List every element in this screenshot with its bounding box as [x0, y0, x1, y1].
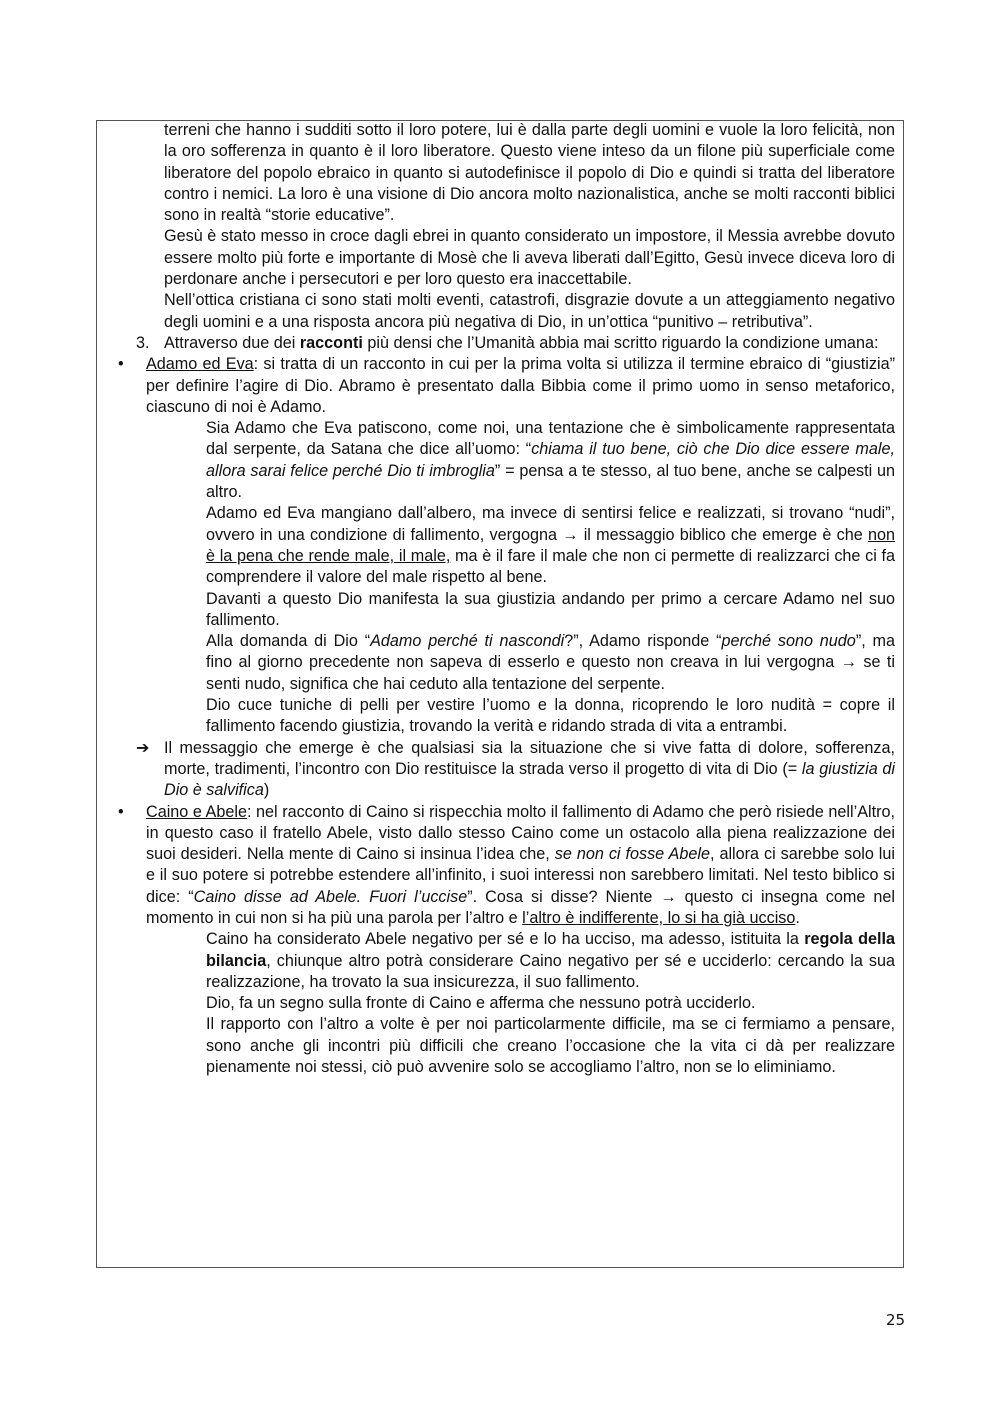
heading-caino-abele: Caino e Abele — [146, 802, 247, 821]
bullet-adamo-eva — [96, 354, 904, 418]
list-number: 3. — [136, 333, 150, 352]
caino-paragraph-segno: Dio, fa un segno sulla fronte di Caino e afferma che nessuno potrà ucciderlo. — [206, 994, 756, 1013]
page-number: 25 — [886, 1311, 906, 1329]
heading-adamo-eva: Adamo ed Eva — [146, 355, 254, 374]
message-text: Il messaggio che emerge è che qualsiasi sia la situazione che si vive fatta di dolore, sofferenza, morte, tradimenti, l’incontro con Dio restituisce la strada verso il progetto di vita di Dio (= la giustizia di Dio è salvifica) — [164, 738, 895, 800]
arrow-message — [96, 738, 904, 802]
adamo-paragraph-giustizia: Davanti a questo Dio manifesta la sua giustizia andando per primo a cercare Adamo nel suo fallimento. — [206, 589, 895, 629]
adamo-paragraph-domanda: Alla domanda di Dio “Adamo perché ti nascondi?”, Adamo risponde “perché sono nudo”, ma fino al giorno precedente non sapeva di esserlo e questo non creava in lui vergogna → se ti senti nudo, significa che hai ceduto alla tentazione del serpente. — [206, 632, 896, 693]
numbered-item-3 — [96, 333, 904, 354]
paragraph-liberatore: terreni che hanno i sudditi sotto il loro potere, lui è dalla parte degli uomini e vuole la loro felicità, non la oro sofferenza in quanto è il loro liberatore. Questo viene inteso da un filone più superficiale come liberatore del popolo ebraico in quanto si autodefinisce il popolo di Dio e quindi si tratta del liberatore contro i nemici. La loro è una visione di Dio ancora molto nazionalistica, anche se molti racconti biblici sono in realtà “storie educative”. — [164, 121, 895, 225]
item-3-text: Attraverso due dei racconti più densi che l’Umanità abbia mai scritto riguardo la condizione umana: — [164, 333, 879, 352]
bold-racconti: racconti — [299, 333, 363, 352]
caino-paragraph-bilancia: Caino ha considerato Abele negativo per sé e lo ha ucciso, ma adesso, istituita la regola della bilancia, chiunque altro potrà considerare Caino negativo per sé e ucciderlo: cercando la sua realizzazione, ha trovato la sua insicurezza, il suo fallimento. — [206, 930, 895, 991]
adamo-paragraph-tuniche: Dio cuce tuniche di pelli per vestire l’uomo e la donna, ricoprendo le loro nudità = copre il fallimento facendo giustizia, trovando la verità e ridando strada di vita a entrambi. — [206, 696, 895, 736]
adamo-paragraph-tentazione: Sia Adamo che Eva patiscono, come noi, una tentazione che è simbolicamente rappresentata dal serpente, da Satana che dice all’uomo: “chiama il tuo bene, ciò che Dio dice essere male, allora sarai felice perché Dio ti imbroglia” = pensa a te stesso, al tuo bene, anche se calpesti un altro. — [206, 419, 895, 502]
bullet-icon: • — [118, 802, 124, 821]
bold-regola-bilancia: regola della bilancia — [206, 930, 895, 970]
paragraph-ottica-cristiana: Nell’ottica cristiana ci sono stati molti eventi, catastrofi, disgrazie dovute a un atteggiamento negativo degli uomini e a una risposta ancora più negativa di Dio, in un’ottica “punitivo – retributiva”. — [164, 291, 895, 331]
adamo-intro: Adamo ed Eva: si tratta di un racconto in cui per la prima volta si utilizza il termine ebraico di “giustizia” per definire l’agire di Dio. Abramo è presentato dalla Bibbia come il primo uomo in senso metaforico, ciascuno di noi è Adamo. — [146, 355, 895, 416]
caino-intro: Caino e Abele: nel racconto di Caino si rispecchia molto il fallimento di Adamo che però risiede nell’Altro, in questo caso il fratello Abele, visto dallo stesso Caino come un ostacolo alla piena realizzazione dei suoi desideri. Nella mente di Caino si insinua l’idea che, se non ci fosse Abele, allora ci sarebbe solo lui e il suo potere si potrebbe estendere all’infinito, i suoi interessi non sarebbero limitati. Nel testo biblico si dice: “Caino disse ad Abele. Fuori l’uccise”. Cosa si disse? Niente → questo ci insegna come nel momento in cui non si ha più una parola per l’altro e l’altro è indifferente, lo si ha già ucciso. — [146, 802, 896, 927]
arrow-right-icon: ➔ — [136, 738, 150, 757]
paragraph-gesu: Gesù è stato messo in croce dagli ebrei in quanto considerato un impostore, il Messia avrebbe dovuto essere molto più forte e importante di Mosè che li aveva liberati dall’Egitto, Gesù invece diceva loro di perdonare anche i persecutori e per loro questo era inaccettabile. — [164, 227, 895, 289]
caino-paragraph-rapporto: Il rapporto con l’altro a volte è per noi particolarmente difficile, ma se ci fermiamo a pensare, sono anche gli incontri più difficili che creano l’occasione che la vita ci dà per realizzare pienamente noi stessi, ciò può avvenire solo se accogliamo l’altro, non se lo eliminiamo. — [206, 1015, 895, 1077]
bullet-caino-abele — [96, 802, 904, 930]
adamo-paragraph-albero: Adamo ed Eva mangiano dall’albero, ma invece di sentirsi felice e realizzati, si trovano “nudi”, ovvero in una condizione di fallimento, vergogna → il messaggio biblico che emerge è che non è la pena che rende male, il male, ma è il fare il male che non ci permette di realizzarci che ci fa comprendere il valore del male rispetto al bene. — [206, 504, 895, 587]
text-box — [96, 120, 904, 1078]
bullet-icon: • — [118, 355, 124, 374]
